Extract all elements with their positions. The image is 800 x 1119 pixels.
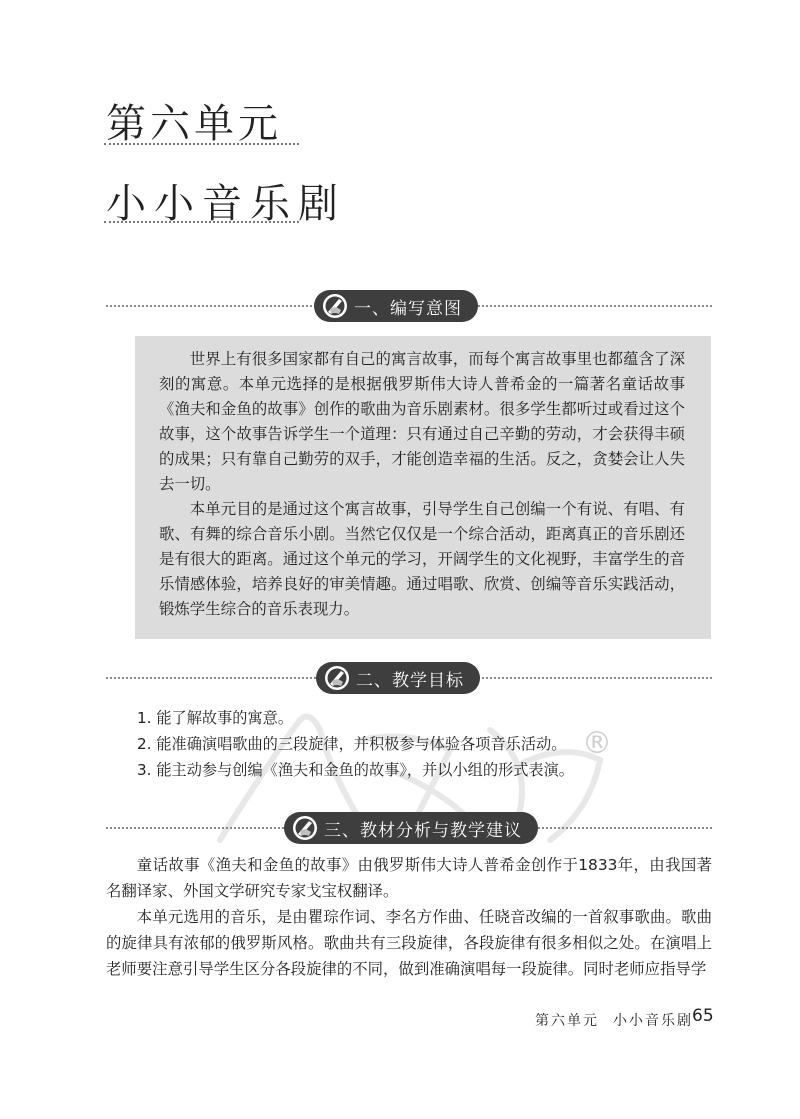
goal-item: 3. 能主动参与创编《渔夫和金鱼的故事》，并以小组的形式表演。 — [137, 761, 574, 779]
analysis-body — [106, 852, 712, 982]
intent-paragraph: 本单元目的是通过这个寓言故事，引导学生自己创编一个有说、有唱、有歌、有舞的综合音乐小剧。当然它仅仅是一个综合活动，距离真正的音乐剧还是有很大的距离。通过这个单元的学习，开阔学生的文化视野，丰富学生的音乐情感体验，培养良好的审美情趣。通过唱歌、欣赏、创编等音乐实践活动，锻炼学生综合的音乐表现力。 — [159, 500, 685, 618]
section-header-intent — [106, 290, 712, 322]
analysis-paragraph: 本单元选用的音乐，是由瞿琮作词、李名方作曲、任晓音改编的一首叙事歌曲。歌曲的旋律具有浓郁的俄罗斯风格。歌曲共有三段旋律，各段旋律有很多相似之处。在演唱上老师要注意引导学生区分各段旋律的不同，做到准确演唱每一段旋律。同时老师应指导学 — [106, 908, 712, 978]
section-label: 三、教材分析与教学建议 — [324, 820, 522, 841]
unit-title-divider — [104, 143, 299, 145]
lesson-title: 小小音乐剧 — [106, 181, 346, 227]
pen-in-hand-icon — [322, 664, 352, 692]
footer-lesson: 小小音乐剧 — [613, 1013, 693, 1029]
goal-item: 2. 能准确演唱歌曲的三段旋律，并积极参与体验各项音乐活动。 — [137, 735, 567, 753]
section-pill — [314, 290, 478, 322]
goals-list — [137, 705, 697, 783]
goal-item: 1. 能了解故事的寓意。 — [137, 709, 294, 727]
section-header-goals — [106, 662, 712, 694]
footer-unit: 第六单元 — [535, 1013, 599, 1029]
lesson-title-divider — [104, 221, 299, 223]
section-pill — [284, 812, 538, 844]
section-label: 二、教学目标 — [356, 670, 464, 691]
section-pill — [316, 662, 480, 694]
pen-in-hand-icon — [290, 814, 320, 842]
analysis-paragraph: 童话故事《渔夫和金鱼的故事》由俄罗斯伟大诗人普希金创作于1833年，由我国著名翻译家、外国文学研究专家戈宝权翻译。 — [106, 856, 712, 900]
section-header-analysis — [106, 812, 712, 844]
unit-title: 第六单元 — [106, 101, 282, 147]
registered-mark: ® — [582, 726, 612, 761]
intent-paragraph: 世界上有很多国家都有自己的寓言故事，而每个寓言故事里也都蕴含了深刻的寓意。本单元选择的是根据俄罗斯伟大诗人普希金的一篇著名童话故事《渔夫和金鱼的故事》创作的歌曲为音乐剧素材。很多学生都听过或看过这个故事，这个故事告诉学生一个道理：只有通过自己辛勤的劳动，才会获得丰硕的成果；只有靠自己勤劳的双手，才能创造幸福的生活。反之，贪婪会让人失去一切。 — [159, 350, 685, 493]
pen-in-hand-icon — [320, 292, 350, 320]
intent-box — [135, 336, 711, 639]
page-number: 65 — [692, 1006, 714, 1026]
section-label: 一、编写意图 — [354, 298, 462, 319]
running-footer — [535, 1010, 693, 1030]
